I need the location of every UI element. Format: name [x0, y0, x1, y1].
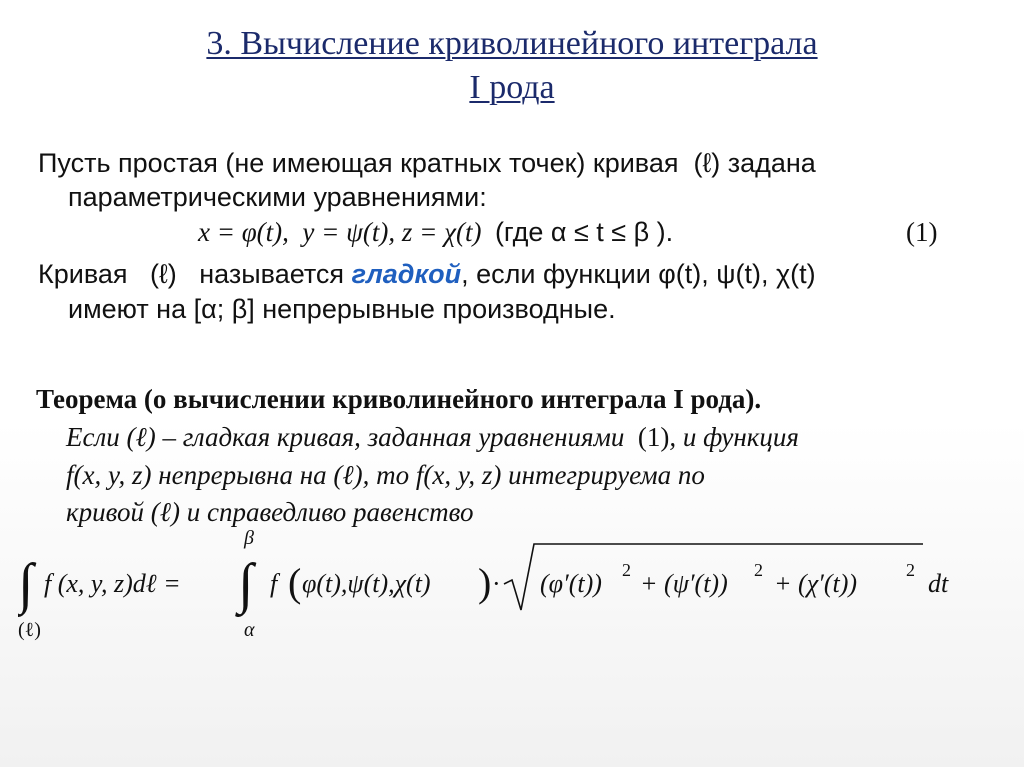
slide-title [0, 22, 1024, 110]
theorem-heading: Теорема (о вычислении криволинейного интеграла I рода). [36, 384, 762, 414]
title-line-1: 3. Вычисление криволинейного интеграла [206, 25, 818, 62]
theorem-line-3: кривой (ℓ) и справедливо равенство [66, 497, 474, 527]
radicand-term-1: (φ′(t)) [540, 569, 602, 598]
lhs-subscript: (ℓ) [18, 619, 41, 641]
function-args: φ(t),ψ(t),χ(t) [302, 569, 431, 598]
definition-line-4: Кривая (ℓ) называется гладкой, если функции φ(t), ψ(t), χ(t) [38, 259, 816, 289]
lower-limit: α [244, 619, 255, 641]
radicand-term-2: + (ψ′(t)) [640, 569, 728, 598]
exponent-3: 2 [906, 560, 915, 580]
dt: dt [928, 569, 949, 598]
paren-close: ) [478, 560, 492, 605]
integral-formula [18, 528, 1008, 648]
smooth-term: гладкой [351, 259, 462, 289]
title-line-2: I рода [469, 69, 555, 106]
definition-line-1: Пусть простая (не имеющая кратных точек) кривая (ℓ) задана [38, 148, 816, 178]
exponent-1: 2 [622, 560, 631, 580]
integral-sign-left: ∫ [18, 553, 34, 615]
function-f: f [270, 569, 278, 598]
exponent-2: 2 [754, 560, 763, 580]
definition-line-2: параметрическими уравнениями: [68, 182, 487, 212]
paren-open: ( [288, 560, 302, 605]
radicand-term-3: + (χ′(t)) [774, 569, 858, 598]
multiply-dot: · [492, 569, 501, 598]
integral-sign-right: ∫ [238, 553, 254, 615]
definition-line-5: имеют на [α; β] непрерывные производные. [68, 294, 616, 324]
equation-number: (1) [906, 217, 938, 247]
lhs-integrand: f (x, y, z)dℓ = [44, 569, 181, 598]
theorem-line-1: Если (ℓ) – гладкая кривая, заданная уравнениями (1), и функция [66, 422, 799, 452]
theorem-line-2: f(x, y, z) непрерывна на (ℓ), то f(x, y, z) интегрируема по [66, 460, 705, 490]
equations-line: x = φ(t), y = ψ(t), z = χ(t) (где α ≤ t ≤ β ). [198, 217, 674, 247]
upper-limit: β [244, 528, 254, 549]
